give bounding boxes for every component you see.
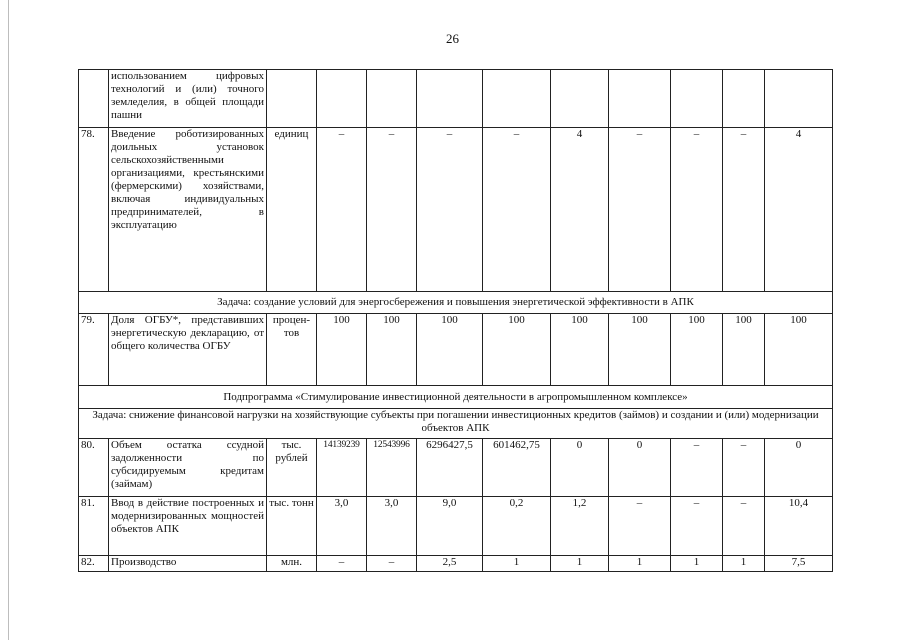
value-cell: – xyxy=(367,556,417,572)
value-cell: 0 xyxy=(609,439,671,497)
value-cell: 14139239 xyxy=(317,439,367,497)
value-cell: – xyxy=(671,439,723,497)
value-cell xyxy=(765,70,833,128)
row-number: 78. xyxy=(79,128,109,292)
value-cell: – xyxy=(317,556,367,572)
value-cell: – xyxy=(671,128,723,292)
value-cell: 100 xyxy=(765,314,833,386)
row-number xyxy=(79,70,109,128)
value-cell xyxy=(317,70,367,128)
section-heading: Задача: создание условий для энергосбережения и повышения энергетической эффективности в АПК xyxy=(79,292,833,314)
value-cell: – xyxy=(483,128,551,292)
value-cell xyxy=(417,70,483,128)
value-cell: 3,0 xyxy=(367,497,417,556)
value-cell: – xyxy=(609,497,671,556)
indicator-name: Введение роботизированных доильных установок сельскохозяйственными организациями, крестьянскими (фермерскими) хозяйствами, включая индивидуальных предпринимателей, в эксплуатацию xyxy=(109,128,267,292)
indicator-name: Ввод в действие построенных и модернизированных мощностей объектов АПК xyxy=(109,497,267,556)
table-row-continuation xyxy=(79,70,833,128)
indicator-name: Доля ОГБУ*, представивших энергетическую декларацию, от общего количества ОГБУ xyxy=(109,314,267,386)
unit-cell: тыс. тонн xyxy=(267,497,317,556)
value-cell: 0 xyxy=(551,439,609,497)
value-cell: 1 xyxy=(551,556,609,572)
value-cell: 1 xyxy=(671,556,723,572)
page-number: 26 xyxy=(446,31,459,46)
value-cell xyxy=(609,70,671,128)
table-row-78 xyxy=(79,128,833,292)
value-cell: 1,2 xyxy=(551,497,609,556)
value-cell: 601462,75 xyxy=(483,439,551,497)
value-cell: – xyxy=(609,128,671,292)
unit-cell: млн. xyxy=(267,556,317,572)
unit-cell: тыс. рублей xyxy=(267,439,317,497)
value-cell: 100 xyxy=(551,314,609,386)
unit-cell: процен-тов xyxy=(267,314,317,386)
value-cell: – xyxy=(417,128,483,292)
value-cell: 4 xyxy=(765,128,833,292)
indicator-name: использованием цифровых технологий и (или) точного земледелия, в общей площади пашни xyxy=(109,70,267,128)
value-cell: 12543996 xyxy=(367,439,417,497)
value-cell: 100 xyxy=(367,314,417,386)
value-cell: – xyxy=(317,128,367,292)
table-row-81 xyxy=(79,497,833,556)
subprogram-heading: Подпрограмма «Стимулирование инвестиционной деятельности в агропромышленном комплексе» xyxy=(79,386,833,409)
value-cell: 1 xyxy=(723,556,765,572)
indicators-table xyxy=(78,69,833,572)
value-cell: 1 xyxy=(609,556,671,572)
value-cell: 2,5 xyxy=(417,556,483,572)
value-cell: 100 xyxy=(723,314,765,386)
indicator-name: Производство xyxy=(109,556,267,572)
row-number: 80. xyxy=(79,439,109,497)
value-cell xyxy=(367,70,417,128)
value-cell: 100 xyxy=(609,314,671,386)
value-cell: 100 xyxy=(417,314,483,386)
row-number: 82. xyxy=(79,556,109,572)
value-cell: – xyxy=(367,128,417,292)
value-cell: 4 xyxy=(551,128,609,292)
value-cell: 7,5 xyxy=(765,556,833,572)
unit-cell xyxy=(267,70,317,128)
value-cell: 100 xyxy=(483,314,551,386)
value-cell: 100 xyxy=(671,314,723,386)
indicator-name: Объем остатка ссудной задолженности по субсидируемым кредитам (займам) xyxy=(109,439,267,497)
page-edge-line xyxy=(8,0,9,640)
table-row-79 xyxy=(79,314,833,386)
row-number: 81. xyxy=(79,497,109,556)
table-row-section xyxy=(79,292,833,314)
value-cell xyxy=(671,70,723,128)
table-row-subprogram xyxy=(79,386,833,409)
unit-cell: единиц xyxy=(267,128,317,292)
value-cell: – xyxy=(723,128,765,292)
value-cell: – xyxy=(723,439,765,497)
section-heading: Задача: снижение финансовой нагрузки на хозяйствующие субъекты при погашении инвестиционных кредитов (займов) и создании и (или) модернизации объектов АПК xyxy=(79,409,833,439)
value-cell: 0 xyxy=(765,439,833,497)
value-cell xyxy=(723,70,765,128)
value-cell: 9,0 xyxy=(417,497,483,556)
row-number: 79. xyxy=(79,314,109,386)
value-cell xyxy=(483,70,551,128)
table-row-80 xyxy=(79,439,833,497)
value-cell: 1 xyxy=(483,556,551,572)
value-cell xyxy=(551,70,609,128)
value-cell: 6296427,5 xyxy=(417,439,483,497)
value-cell: – xyxy=(723,497,765,556)
value-cell: – xyxy=(671,497,723,556)
value-cell: 10,4 xyxy=(765,497,833,556)
table-row-section xyxy=(79,409,833,439)
table-row-82 xyxy=(79,556,833,572)
value-cell: 3,0 xyxy=(317,497,367,556)
value-cell: 100 xyxy=(317,314,367,386)
value-cell: 0,2 xyxy=(483,497,551,556)
